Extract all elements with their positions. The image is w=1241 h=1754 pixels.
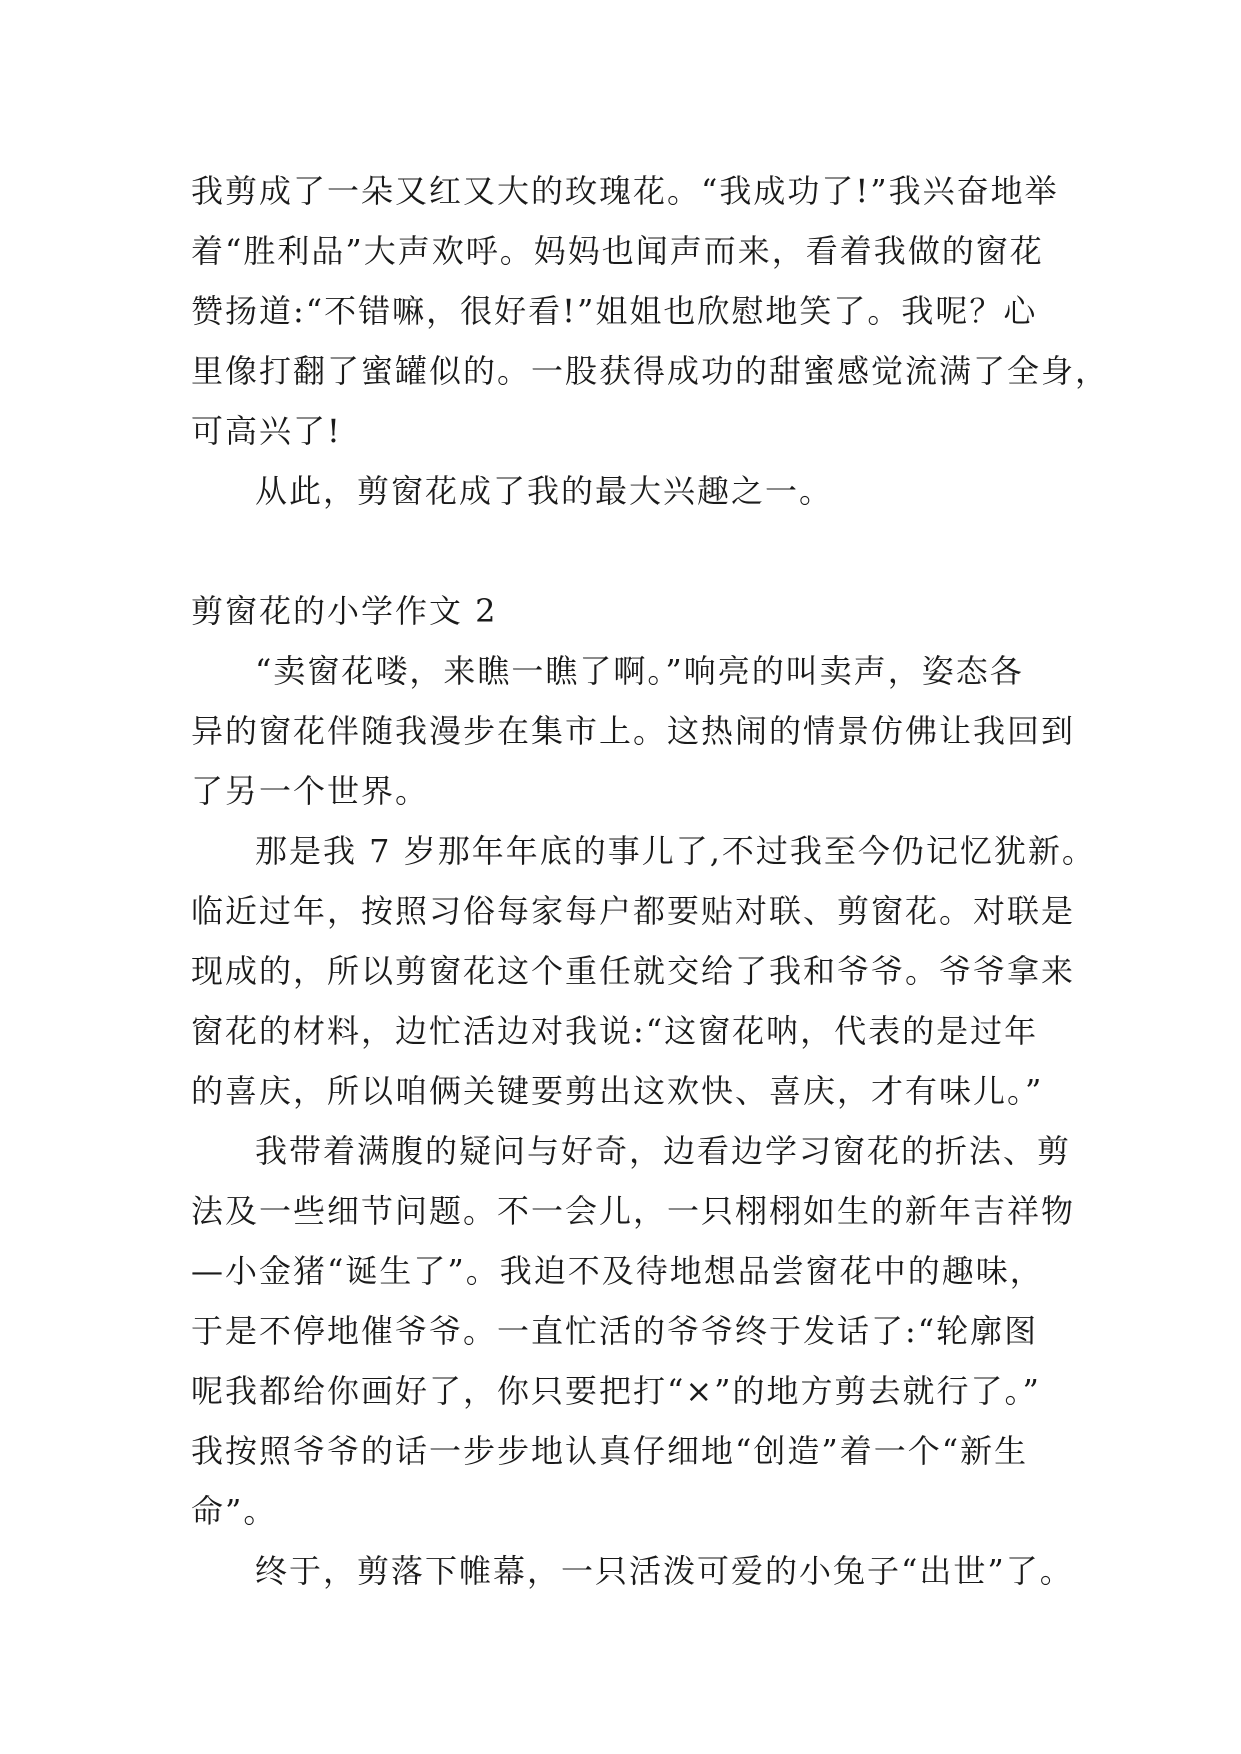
text-line: 的喜庆，所以咱俩关键要剪出这欢快、喜庆，才有味儿。”	[191, 1072, 1044, 1110]
text-line: 我剪成了一朵又红又大的玫瑰花。“我成功了!”我兴奋地举	[191, 172, 1059, 210]
paragraph-line: 终于，剪落下帷幕，一只活泼可爱的小兔子“出世”了。	[255, 1552, 1074, 1590]
text-column	[191, 161, 1110, 1601]
text-line: 了另一个世界。	[191, 772, 430, 810]
text-line: 赞扬道:“不错嘛，很好看!”姐姐也欣慰地笑了。我呢？心	[191, 292, 1038, 330]
text-line: 异的窗花伴随我漫步在集市上。这热闹的情景仿佛让我回到	[191, 712, 1076, 750]
paragraph-line: 从此，剪窗花成了我的最大兴趣之一。	[255, 472, 834, 510]
text-line: 着“胜利品”大声欢呼。妈妈也闻声而来，看着我做的窗花	[191, 232, 1044, 270]
text-line: 窗花的材料，边忙活边对我说:“这窗花呐，代表的是过年	[191, 1012, 1039, 1050]
paragraph-line: 那是我 7 岁那年年底的事儿了,不过我至今仍记忆犹新。	[255, 832, 1096, 870]
text-line: —小金猪“诞生了”。我迫不及待地想品尝窗花中的趣味，	[191, 1252, 1044, 1290]
text-line: 现成的，所以剪窗花这个重任就交给了我和爷爷。爷爷拿来	[191, 952, 1076, 990]
text-line: 可高兴了!	[191, 412, 342, 450]
text-line: 呢我都给你画好了，你只要把打“×”的地方剪去就行了。”	[191, 1372, 1041, 1410]
paragraph-line: “卖窗花喽，来瞧一瞧了啊。”响亮的叫卖声，姿态各	[255, 652, 1024, 690]
text-line: 临近过年，按照习俗每家每户都要贴对联、剪窗花。对联是	[191, 892, 1076, 930]
text-line: 里像打翻了蜜罐似的。一股获得成功的甜蜜感觉流满了全身，	[191, 352, 1110, 390]
text-line: 于是不停地催爷爷。一直忙活的爷爷终于发话了:“轮廓图	[191, 1312, 1039, 1350]
section-gap	[191, 521, 1061, 581]
text-line: 命”。	[191, 1492, 278, 1530]
paragraph-line: 我带着满腹的疑问与好奇，边看边学习窗花的折法、剪	[255, 1132, 1072, 1170]
text-line: 我按照爷爷的话一步步地认真仔细地“创造”着一个“新生	[191, 1432, 1029, 1470]
section-heading: 剪窗花的小学作文 2	[191, 592, 498, 630]
text-line: 法及一些细节问题。不一会儿，一只栩栩如生的新年吉祥物	[191, 1192, 1076, 1230]
